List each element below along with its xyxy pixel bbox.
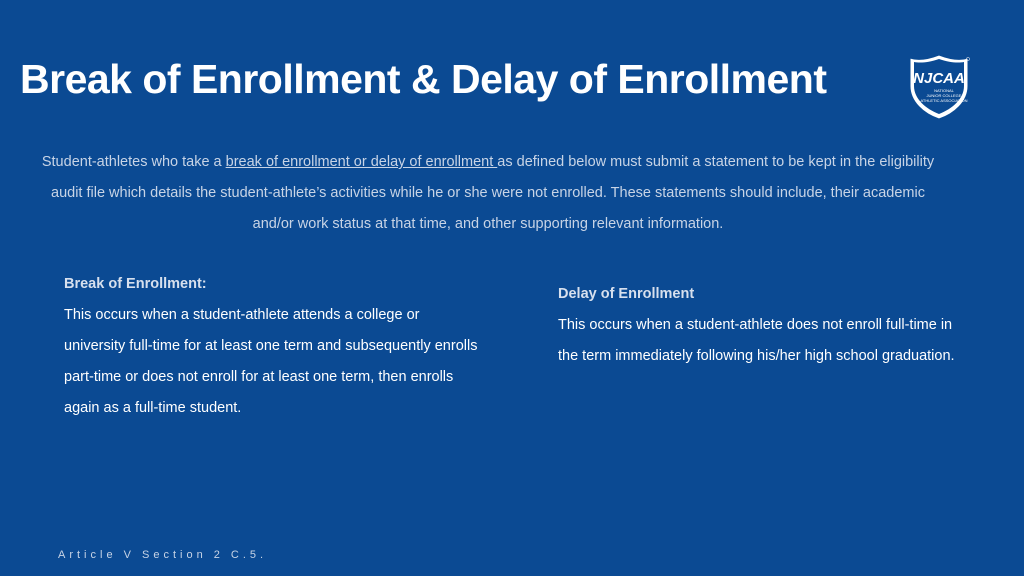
definition-link[interactable]: break of enrollment or delay of enrollment: [225, 154, 498, 170]
logo-subtext-1: NATIONAL: [934, 88, 954, 93]
footer-reference: Article V Section 2 C.5.: [58, 549, 268, 561]
break-body: This occurs when a student-athlete attends a college or university full-time for at least one term and subsequently enrolls part-time or does not enroll for at least one term, then enrolls again as a full-time student.: [64, 307, 478, 416]
intro-text-end: as defined below must submit a statement to be kept in the eligibility audit file which details the student-athlete’s activities while he or she were not enrolled. These statements should include, their academic and/or work status at that time, and other supporting relevant information.: [51, 154, 935, 232]
break-heading: Break of Enrollment:: [64, 276, 207, 292]
logo-subtext-3: ATHLETIC ASSOCIATION: [920, 98, 968, 103]
page-title: Break of Enrollment & Delay of Enrollment: [20, 56, 827, 102]
logo-subtext-2: JUNIOR COLLEGE: [926, 93, 962, 98]
delay-of-enrollment-section: [558, 279, 968, 372]
intro-text-start: Student-athletes who take a: [41, 154, 226, 170]
delay-body: This occurs when a student-athlete does not enroll full-time in the term immediately following his/her high school graduation.: [558, 317, 955, 364]
delay-heading: Delay of Enrollment: [558, 286, 695, 302]
break-of-enrollment-section: [64, 269, 484, 424]
njcaa-shield-logo-icon: [904, 52, 974, 122]
intro-paragraph: [30, 147, 946, 240]
logo-letters: NJCAA: [913, 70, 965, 87]
